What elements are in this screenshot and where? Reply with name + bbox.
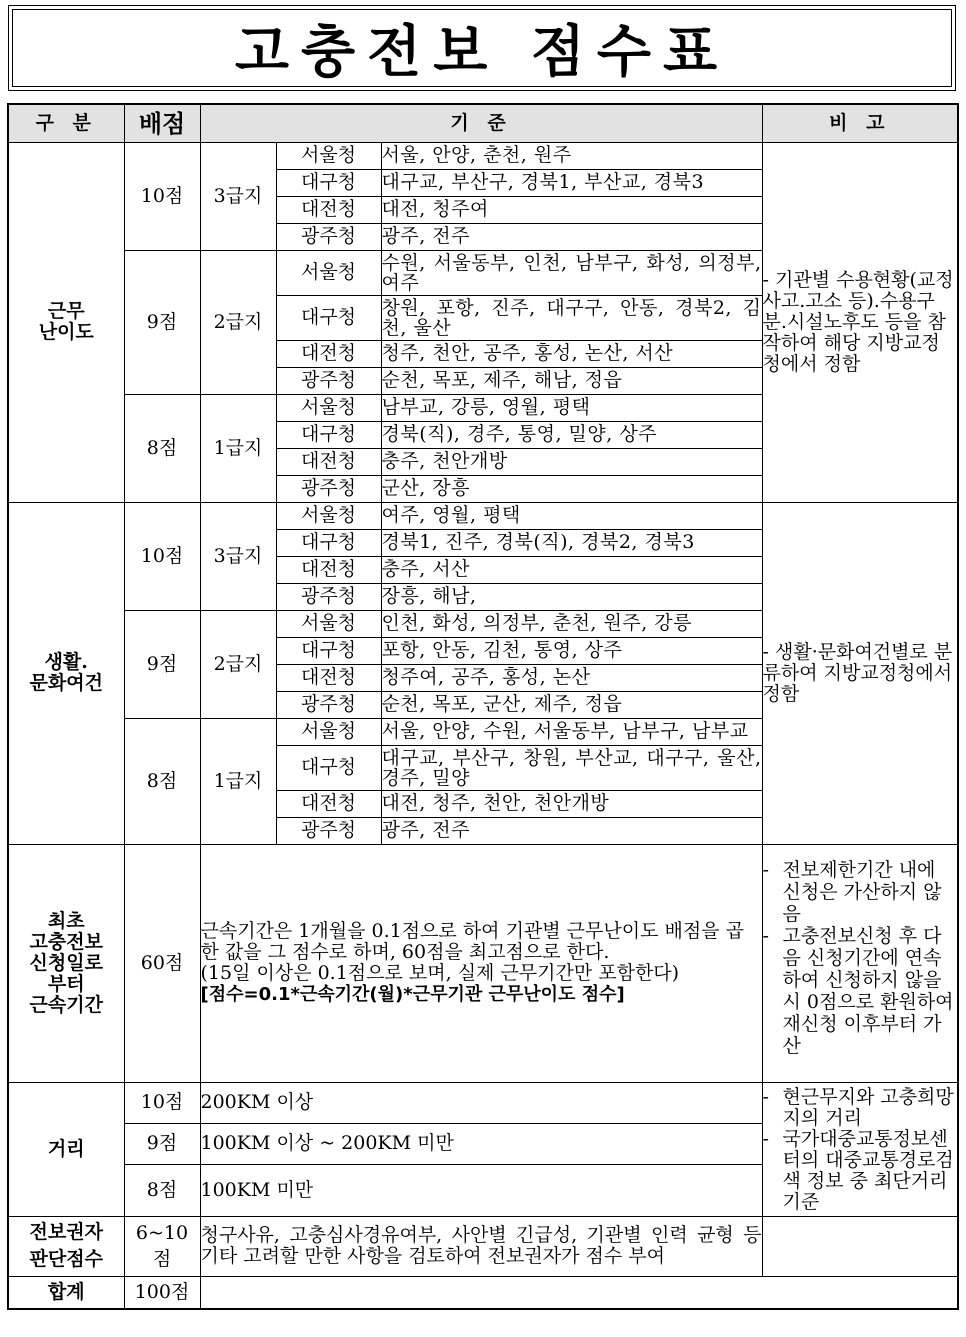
header-score: 배점: [124, 104, 200, 142]
difficulty-regions: 청주, 천안, 공주, 홍성, 논산, 서산: [381, 340, 762, 367]
difficulty-office: 서울청: [276, 142, 381, 169]
living-office: 대전청: [276, 664, 381, 691]
distance-remark-text: 국가대중교통정보센터의 대중교통경로검색 정보 중 최단거리 기준: [782, 1127, 954, 1213]
text-line: 6~10: [135, 1222, 189, 1244]
difficulty-score: 9점: [124, 250, 200, 394]
distance-criterion: 200KM 이상: [200, 1082, 762, 1123]
living-regions: 경북1, 진주, 경북(직), 경북2, 경북3: [381, 529, 762, 556]
score-table: [7, 103, 959, 1310]
living-office: 대구청: [276, 637, 381, 664]
page-title: 고충전보 점수표: [234, 20, 730, 85]
living-regions: 포항, 안동, 김천, 통영, 상주: [381, 637, 762, 664]
difficulty-regions: 대전, 청주여: [381, 196, 762, 223]
difficulty-office: 서울청: [276, 394, 381, 421]
difficulty-office: 대전청: [276, 196, 381, 223]
dash-mark: -: [762, 1127, 769, 1150]
living-category: [8, 502, 124, 844]
difficulty-remark: - 기관별 수용현황(교정 사고.고소 등).수용구분.시설노후도 등을 참작하여 해당 지방교정청에서 정함: [762, 142, 958, 502]
living-score: 9점: [124, 610, 200, 718]
text-line: 고충전보: [29, 930, 103, 953]
title-box: [8, 5, 956, 91]
header-remarks: 비 고: [762, 104, 958, 142]
living-office: 서울청: [276, 718, 381, 745]
tenure-row: [8, 844, 958, 1082]
text-line: 점: [152, 1248, 172, 1270]
total-empty: [200, 1276, 958, 1309]
difficulty-regions: 군산, 장흥: [381, 475, 762, 502]
total-score: 100점: [124, 1276, 200, 1309]
living-regions: 순천, 목포, 군산, 제주, 정읍: [381, 691, 762, 718]
discretion-category: [8, 1216, 124, 1276]
difficulty-grade: 3급지: [200, 142, 276, 250]
difficulty-regions: 남부교, 강릉, 영월, 평택: [381, 394, 762, 421]
discretion-remark-empty: [762, 1216, 958, 1276]
text-line: 최초: [47, 909, 85, 932]
difficulty-category: [8, 142, 124, 502]
tenure-remark-text: 전보제한기간 내에 신청은 가산하지 않음: [782, 858, 942, 925]
total-label: 합계: [8, 1276, 124, 1309]
difficulty-regions: 순천, 목포, 제주, 해남, 정읍: [381, 367, 762, 394]
living-regions: 여주, 영월, 평택: [381, 502, 762, 529]
text-line: 생활.: [44, 651, 88, 673]
difficulty-grade: 2급지: [200, 250, 276, 394]
difficulty-office: 대구청: [276, 421, 381, 448]
text-line: 부터: [47, 972, 85, 995]
difficulty-row: [8, 142, 958, 169]
living-office: 대구청: [276, 745, 381, 790]
distance-criterion: 100KM 미만: [200, 1164, 762, 1216]
living-regions: 장흥, 해남,: [381, 583, 762, 610]
difficulty-office: 대전청: [276, 340, 381, 367]
difficulty-regions: 경북(직), 경주, 통영, 밀양, 상주: [381, 421, 762, 448]
distance-remark-item: [763, 1129, 958, 1213]
living-office: 광주청: [276, 583, 381, 610]
distance-score: 10점: [124, 1082, 200, 1123]
living-regions: 청주여, 공주, 홍성, 논산: [381, 664, 762, 691]
header-criteria: 기 준: [200, 104, 762, 142]
living-office: 광주청: [276, 691, 381, 718]
living-score: 10점: [124, 502, 200, 610]
tenure-criterion: [200, 844, 762, 1082]
living-office: 대전청: [276, 556, 381, 583]
header-row: [8, 104, 958, 142]
living-regions: 대구교, 부산구, 창원, 부산교, 대구구, 울산, 경주, 밀양: [381, 746, 762, 789]
living-row: [8, 502, 958, 529]
tenure-score: 60점: [124, 844, 200, 1082]
distance-score: 8점: [124, 1164, 200, 1216]
living-office: 대구청: [276, 529, 381, 556]
discretion-criterion: 청구사유, 고충심사경유여부, 사안별 긴급성, 기관별 인력 균형 등 기타 고려할 만한 사항을 검토하여 전보권자가 점수 부여: [200, 1216, 762, 1276]
difficulty-regions: 충주, 천안개방: [381, 448, 762, 475]
living-regions: 대전, 청주, 천안, 천안개방: [381, 790, 762, 817]
tenure-remark-item: [763, 859, 958, 925]
difficulty-office: 대구청: [276, 295, 381, 340]
difficulty-regions: 대구교, 부산구, 경북1, 부산교, 경북3: [381, 169, 762, 196]
difficulty-office: 광주청: [276, 367, 381, 394]
living-regions: 인천, 화성, 의정부, 춘천, 원주, 강릉: [381, 610, 762, 637]
living-office: 서울청: [276, 502, 381, 529]
difficulty-regions: 광주, 전주: [381, 223, 762, 250]
distance-category: 거리: [8, 1082, 124, 1216]
text-line: 난이도: [38, 321, 94, 343]
difficulty-grade: 1급지: [200, 394, 276, 502]
distance-remarks: [762, 1082, 958, 1216]
tenure-formula: [점수=0.1*근속기간(월)*근무기관 근무난이도 점수]: [200, 984, 625, 1005]
difficulty-office: 광주청: [276, 475, 381, 502]
difficulty-score: 8점: [124, 394, 200, 502]
difficulty-office: 서울청: [276, 250, 381, 295]
living-office: 서울청: [276, 610, 381, 637]
tenure-remark-text: 고충전보신청 후 다음 신청기간에 연속하여 신청하지 않을 시 0점으로 환원하여 재신청 이후부터 가산: [782, 924, 954, 1057]
header-category: 구 분: [8, 104, 124, 142]
text-line: 전보권자: [29, 1221, 103, 1243]
difficulty-office: 대전청: [276, 448, 381, 475]
distance-row: [8, 1082, 958, 1123]
dash-mark: -: [762, 1085, 769, 1108]
living-regions: 서울, 안양, 수원, 서울동부, 남부구, 남부교: [381, 718, 762, 745]
living-regions: 광주, 전주: [381, 817, 762, 844]
discretion-score: [124, 1216, 200, 1276]
difficulty-regions: 서울, 안양, 춘천, 원주: [381, 142, 762, 169]
discretion-row: [8, 1216, 958, 1276]
difficulty-office: 광주청: [276, 223, 381, 250]
distance-remark-item: [763, 1087, 958, 1129]
distance-remark-text: 현근무지와 고충희망지의 거리: [782, 1085, 954, 1129]
tenure-line: (15일 이상은 0.1점으로 보며, 실제 근무기간만 포함한다): [200, 962, 680, 984]
text-line: 문화여건: [29, 672, 103, 694]
difficulty-score: 10점: [124, 142, 200, 250]
dash-mark: -: [762, 858, 769, 881]
text-line: 판단점수: [29, 1248, 103, 1270]
living-office: 대전청: [276, 790, 381, 817]
distance-score: 9점: [124, 1123, 200, 1164]
text-line: 근속기간: [29, 993, 103, 1016]
tenure-remarks: [762, 844, 958, 1082]
text-line: 근무: [47, 300, 85, 322]
living-office: 광주청: [276, 817, 381, 844]
tenure-line: 근속기간은 1개월을 0.1점으로 하여 기관별 근무난이도 배점을 곱한 값을 그 점수로 하며, 60점을 최고점으로 한다.: [200, 920, 744, 963]
living-grade: 2급지: [200, 610, 276, 718]
text-line: 신청일로: [29, 951, 103, 974]
living-regions: 충주, 서산: [381, 556, 762, 583]
distance-criterion: 100KM 이상 ~ 200KM 미만: [200, 1123, 762, 1164]
total-row: [8, 1276, 958, 1309]
dash-mark: -: [762, 924, 769, 947]
living-grade: 3급지: [200, 502, 276, 610]
difficulty-regions: 수원, 서울동부, 인천, 남부구, 화성, 의정부, 여주: [381, 251, 762, 294]
living-grade: 1급지: [200, 718, 276, 844]
tenure-category: [8, 844, 124, 1082]
living-remark: - 생활·문화여건별로 분류하여 지방교정청에서 정함: [762, 502, 958, 844]
difficulty-office: 대구청: [276, 169, 381, 196]
living-score: 8점: [124, 718, 200, 844]
tenure-remark-item: [763, 925, 958, 1057]
difficulty-regions: 창원, 포항, 진주, 대구구, 안동, 경북2, 김천, 울산: [381, 296, 762, 339]
